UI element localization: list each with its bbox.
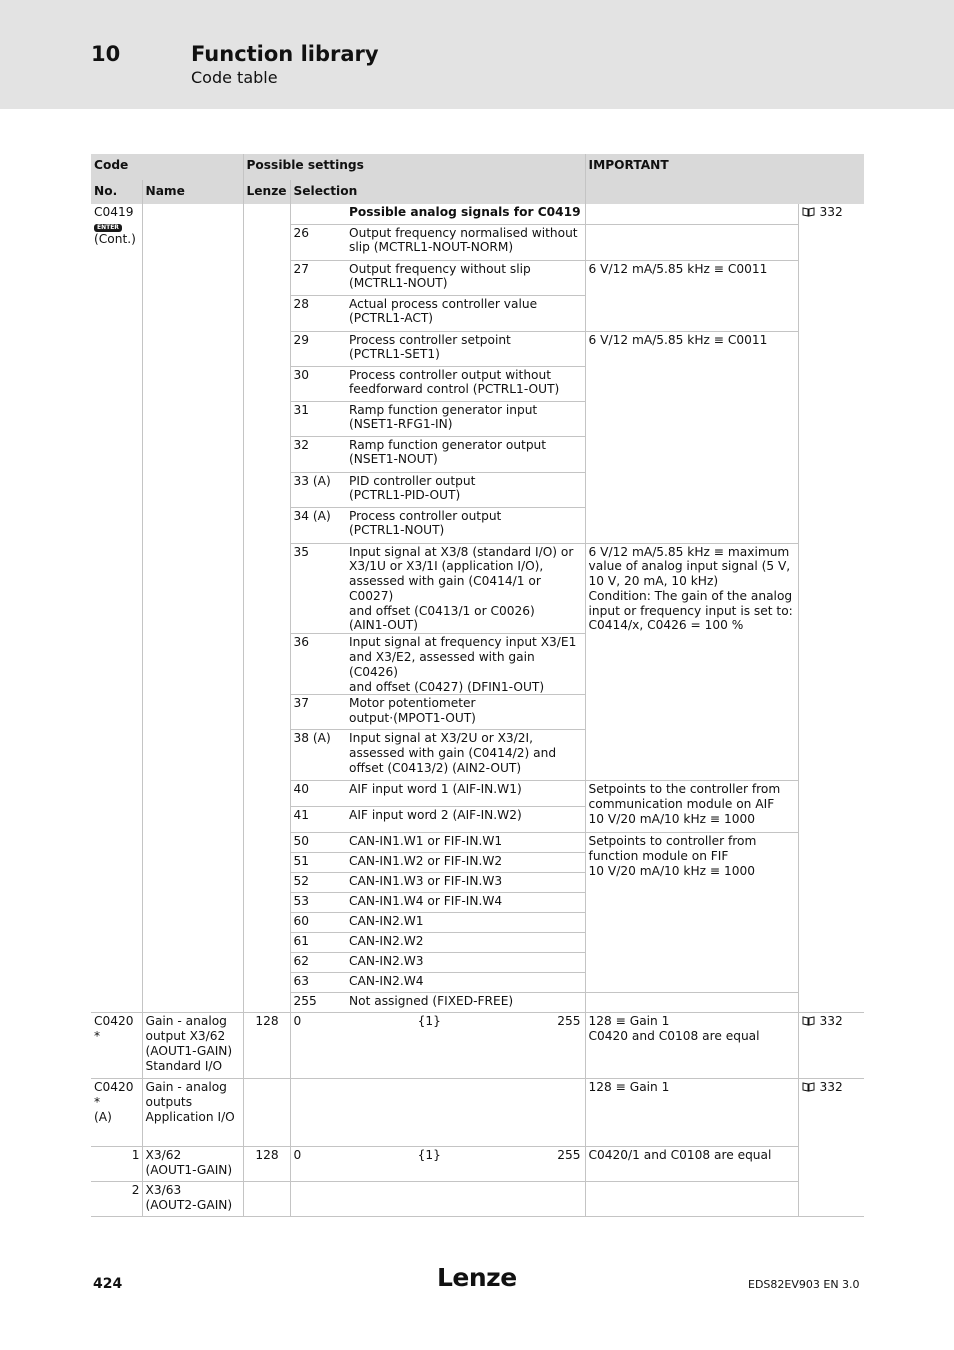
selection-text: PID controller output (PCTRL1-PID-OUT) <box>349 473 476 503</box>
selection-number: 32 <box>290 436 346 472</box>
table-row <box>91 1147 864 1182</box>
name-cell: Gain - analog output X3/62 (AOUT1-GAIN) Standard I/O <box>142 1013 243 1079</box>
ref-cell <box>798 1013 864 1079</box>
important-cell <box>585 224 798 260</box>
selection-number: 26 <box>290 224 346 260</box>
ref-cell <box>798 204 864 1013</box>
code-variant: (A) <box>94 1110 112 1125</box>
selection-number: 255 <box>290 993 346 1013</box>
chapter-title: Function library <box>191 42 379 66</box>
important-cell: 128 ≡ Gain 1 <box>585 1079 798 1147</box>
header-selection: Selection <box>290 180 585 204</box>
document-id: EDS82EV903 EN 3.0 <box>748 1278 860 1291</box>
selection-number: 63 <box>290 973 346 993</box>
sub-index: 1 <box>131 1148 140 1163</box>
selection-range <box>290 1147 585 1182</box>
code-cell-c0419 <box>91 204 142 1013</box>
selection-text: AIF input word 1 (AIF-IN.W1) <box>349 782 522 797</box>
selection-number: 60 <box>290 913 346 933</box>
selection-text: AIF input word 2 (AIF-IN.W2) <box>349 808 522 823</box>
lenze-cell: 128 <box>243 1147 290 1182</box>
header-important: IMPORTANT <box>585 154 864 204</box>
sub-index: 2 <box>131 1183 140 1198</box>
selection-text: Process controller output without feedforward control (PCTRL1-OUT) <box>349 367 560 397</box>
code-star: * <box>94 1029 101 1044</box>
header-code: Code <box>91 154 243 180</box>
chapter-number: 10 <box>91 42 121 66</box>
lenze-logo: Lenze <box>437 1263 517 1292</box>
table-row <box>91 1182 864 1217</box>
lenze-cell <box>243 1079 290 1147</box>
table-row <box>91 204 864 224</box>
selection-text: Process controller output (PCTRL1-NOUT) <box>349 508 502 538</box>
selection-text: Output frequency normalised without slip (MCTRL1-NOUT-NORM) <box>349 225 578 255</box>
code-number: C0420 <box>94 1014 134 1029</box>
selection-number: 31 <box>290 401 346 436</box>
selection-text: Process controller setpoint (PCTRL1-SET1) <box>349 332 511 362</box>
continued-label: (Cont.) <box>94 231 136 246</box>
selection-number: 38 (A) <box>290 730 346 781</box>
selection-cell <box>290 1182 585 1217</box>
enter-icon: ENTER <box>94 224 122 232</box>
selection-number: 34 (A) <box>290 507 346 543</box>
selection-max: 255 <box>557 1014 581 1029</box>
page-ref: 332 <box>819 1080 843 1095</box>
selection-text: Output frequency without slip (MCTRL1-NOUT) <box>349 261 531 291</box>
code-no: C0420 <box>94 1080 134 1095</box>
selection-step: {1} <box>417 1148 441 1163</box>
important-cell: 6 V/12 mA/5.85 kHz ≡ C0011 <box>585 260 798 331</box>
table-row <box>91 1079 864 1147</box>
selection-text: CAN-IN2.W2 <box>349 934 424 949</box>
selection-text: CAN-IN2.W3 <box>349 954 424 969</box>
name-cell: Gain - analog outputs Application I/O <box>142 1079 243 1147</box>
selection-number: 61 <box>290 933 346 953</box>
selection-number: 28 <box>290 295 346 331</box>
selection-max: 255 <box>557 1148 581 1163</box>
selection-text: Actual process controller value (PCTRL1-ACT) <box>349 296 538 326</box>
selection-number: 40 <box>290 781 346 807</box>
selection-number: 35 <box>290 543 346 634</box>
selection-number: 53 <box>290 893 346 913</box>
selection-text: Not assigned (FIXED-FREE) <box>349 994 514 1009</box>
header-no: No. <box>91 180 142 204</box>
selection-text: CAN-IN2.W1 <box>349 914 424 929</box>
selection-number: 50 <box>290 833 346 853</box>
header-band <box>0 0 954 109</box>
selection-min: 0 <box>293 1014 302 1029</box>
book-icon <box>802 1081 815 1091</box>
selection-text: CAN-IN1.W1 or FIF-IN.W1 <box>349 834 503 849</box>
selection-number: 29 <box>290 331 346 366</box>
important-cell: 128 ≡ Gain 1 C0420 and C0108 are equal <box>585 1013 798 1079</box>
header-lenze: Lenze <box>243 180 290 204</box>
selection-number: 30 <box>290 366 346 401</box>
selection-text: Ramp function generator output (NSET1-NOUT) <box>349 437 547 467</box>
selection-number: 27 <box>290 260 346 295</box>
lenze-cell: 128 <box>243 1013 290 1079</box>
code-star: * <box>94 1095 101 1110</box>
selection-text: CAN-IN1.W4 or FIF-IN.W4 <box>349 894 503 909</box>
selection-text: Ramp function generator input (NSET1-RFG1-IN) <box>349 402 538 432</box>
name-cell: X3/62 (AOUT1-GAIN) <box>142 1147 243 1182</box>
code-number: C0419 <box>94 205 134 219</box>
header-name: Name <box>142 180 243 204</box>
selection-text: CAN-IN1.W3 or FIF-IN.W3 <box>349 874 503 889</box>
name-cell: X3/63 (AOUT2-GAIN) <box>142 1182 243 1217</box>
selection-min: 0 <box>293 1148 302 1163</box>
page-number: 424 <box>93 1276 123 1292</box>
selection-number: 51 <box>290 853 346 873</box>
selection-number <box>290 204 346 224</box>
selection-cell <box>290 1079 585 1147</box>
page-ref: 332 <box>819 1014 843 1029</box>
selection-text: Input signal at frequency input X3/E1 and X3/E2, assessed with gain (C0426) and offset (C0427) (DFIN1-OUT) <box>349 635 577 694</box>
name-cell <box>142 204 243 1013</box>
page-ref: 332 <box>819 205 843 219</box>
selection-step: {1} <box>417 1014 441 1029</box>
lenze-cell <box>243 1182 290 1217</box>
book-icon <box>802 1015 815 1025</box>
lenze-cell <box>243 204 290 1013</box>
chapter-subtitle: Code table <box>191 68 278 87</box>
important-cell: Setpoints to controller from function module on FIF 10 V/20 mA/10 kHz ≡ 1000 <box>585 833 798 993</box>
code-cell-c0420-a <box>91 1079 142 1147</box>
selection-number: 62 <box>290 953 346 973</box>
important-cell <box>585 1182 798 1217</box>
important-cell: 6 V/12 mA/5.85 kHz ≡ C0011 <box>585 331 798 543</box>
ref-cell <box>798 1079 864 1217</box>
selection-number: 41 <box>290 807 346 833</box>
selection-text: Input signal at X3/8 (standard I/O) or X3/1U or X3/1I (application I/O), assessed with gain (C0414/1 or C0027) and offset (C0413/1 or C0026) (AIN1-OUT) <box>349 544 574 633</box>
selection-number: 52 <box>290 873 346 893</box>
selection-number: 37 <box>290 695 346 730</box>
selection-text: CAN-IN1.W2 or FIF-IN.W2 <box>349 854 503 869</box>
selection-text: CAN-IN2.W4 <box>349 974 424 989</box>
selection-range <box>290 1013 585 1079</box>
selection-number: 36 <box>290 634 346 695</box>
selection-group-title: Possible analog signals for C0419 <box>349 205 581 219</box>
selection-text: Motor potentiometer output·(MPOT1-OUT) <box>349 696 476 726</box>
header-possible-settings: Possible settings <box>243 154 585 180</box>
book-icon <box>802 206 815 216</box>
table-row <box>91 1013 864 1079</box>
important-cell: 6 V/12 mA/5.85 kHz ≡ maximum value of analog input signal (5 V, 10 V, 20 mA, 10 kHz) Condition: The gain of the analog input or frequency input is set to: C0414/x, C0426 = 100 % <box>585 543 798 781</box>
code-cell-c0420 <box>91 1013 142 1079</box>
important-cell: Setpoints to the controller from communication module on AIF 10 V/20 mA/10 kHz ≡ 1000 <box>585 781 798 833</box>
important-cell <box>585 204 798 224</box>
selection-number: 33 (A) <box>290 472 346 507</box>
important-cell: C0420/1 and C0108 are equal <box>585 1147 798 1182</box>
selection-text: Input signal at X3/2U or X3/2I, assessed with gain (C0414/2) and offset (C0413/2) (AIN2-OUT) <box>349 731 557 776</box>
important-cell <box>585 993 798 1013</box>
code-table <box>91 154 864 1217</box>
